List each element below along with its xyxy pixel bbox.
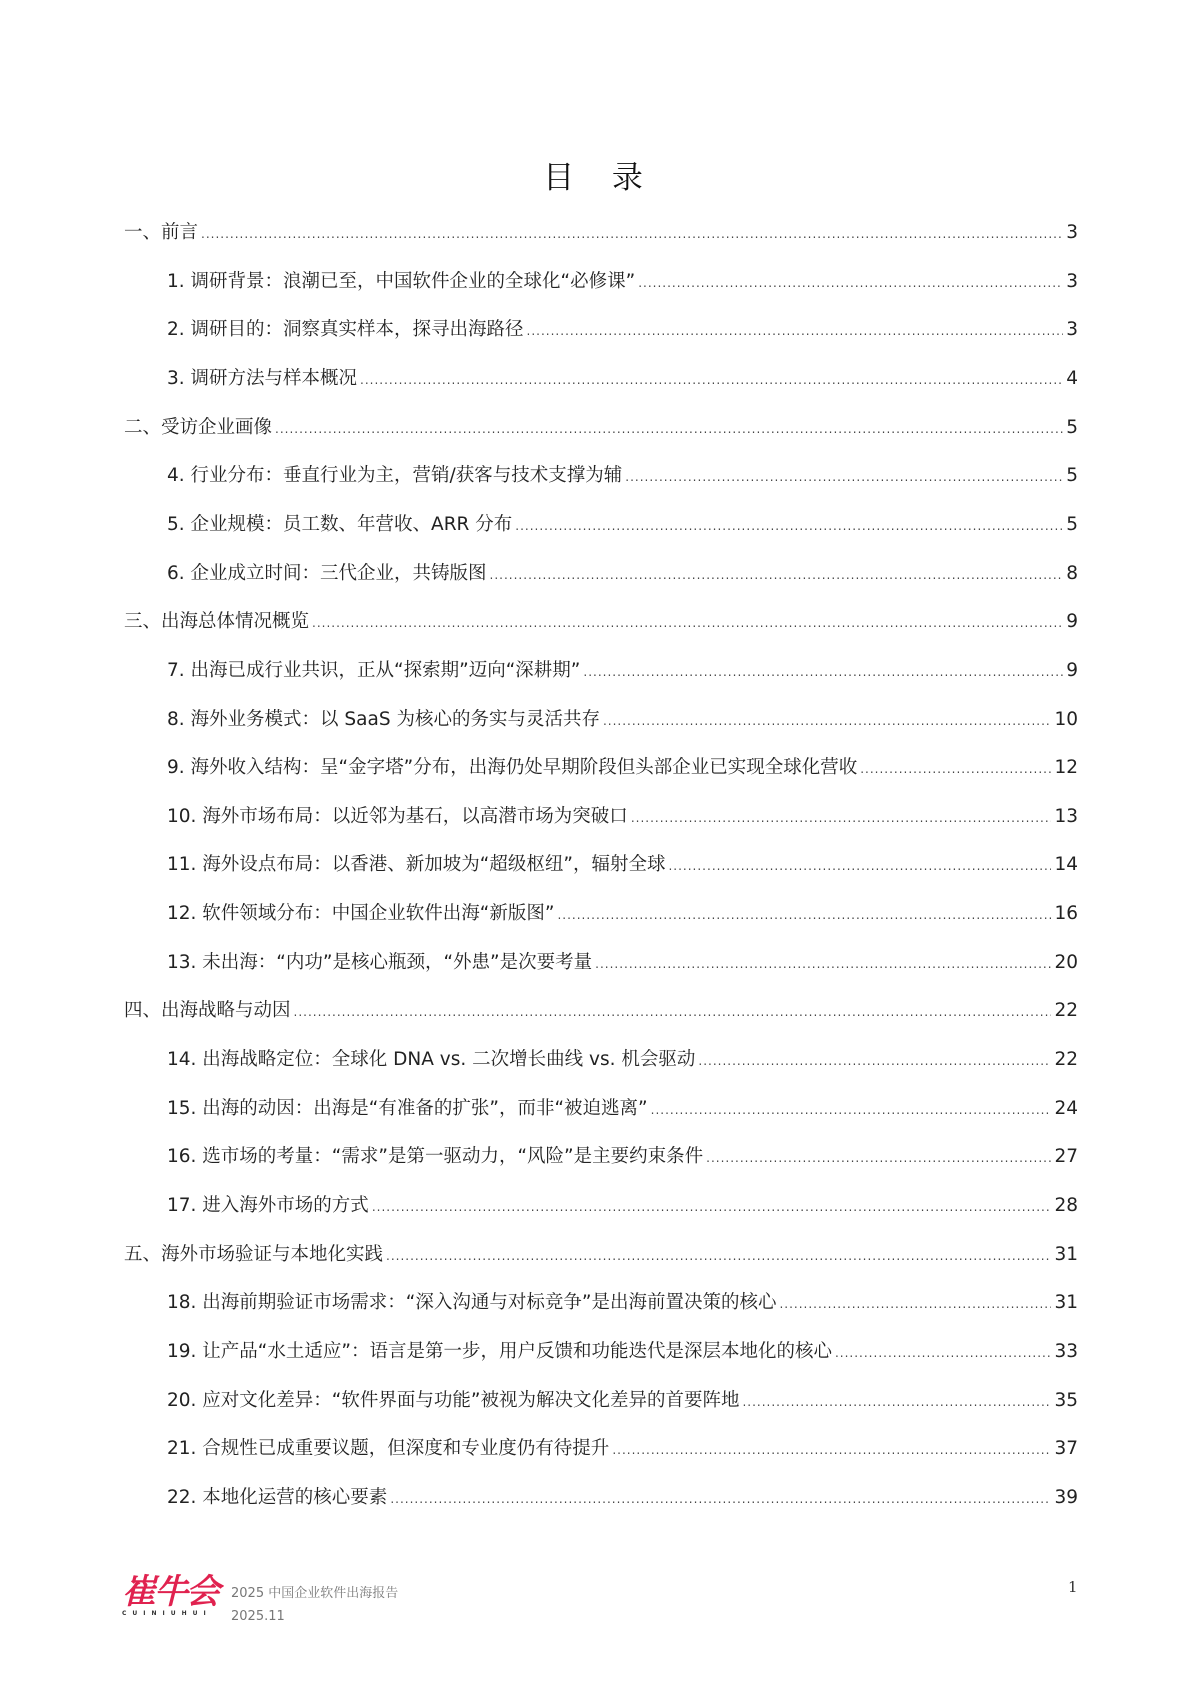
- entry-page-number: 35: [1054, 1389, 1078, 1411]
- toc-subsection-entry[interactable]: [167, 656, 1078, 686]
- entry-page-number: 4: [1066, 367, 1078, 389]
- entry-label: 4. 行业分布：垂直行业为主，营销/获客与技术支撑为辅: [167, 465, 623, 487]
- entry-page-number: 5: [1066, 416, 1078, 438]
- entry-page-number: 9: [1066, 611, 1078, 633]
- toc-subsection-entry[interactable]: [167, 948, 1078, 978]
- dot-leader: [603, 714, 1051, 728]
- toc-section-entry[interactable]: [124, 413, 1078, 443]
- entry-label: 12. 软件领域分布：中国企业软件出海“新版图”: [167, 903, 555, 925]
- entry-label: 14. 出海战略定位：全球化 DNA vs. 二次增长曲线 vs. 机会驱动: [167, 1049, 696, 1071]
- toc-subsection-entry[interactable]: [167, 1191, 1078, 1221]
- entry-page-number: 37: [1054, 1438, 1078, 1460]
- entry-label: 11. 海外设点布局：以香港、新加坡为“超级枢纽”，辐射全球: [167, 854, 666, 876]
- entry-label: 15. 出海的动因：出海是“有准备的扩张”，而非“被迫逃离”: [167, 1097, 648, 1119]
- dot-leader: [312, 616, 1063, 630]
- entry-page-number: 10: [1054, 708, 1078, 730]
- toc-subsection-entry[interactable]: [167, 1288, 1078, 1318]
- entry-label: 2. 调研目的：洞察真实样本，探寻出海路径: [167, 319, 524, 341]
- entry-page-number: 5: [1066, 513, 1078, 535]
- dot-leader: [294, 1005, 1052, 1019]
- dot-leader: [595, 957, 1051, 971]
- entry-label: 10. 海外市场布局：以近邻为基石，以高潜市场为突破口: [167, 805, 628, 827]
- dot-leader: [583, 665, 1063, 679]
- dot-leader: [860, 762, 1051, 776]
- toc-title: 目 录: [543, 160, 657, 196]
- toc-subsection-entry[interactable]: [167, 1094, 1078, 1124]
- entry-page-number: 24: [1054, 1097, 1078, 1119]
- entry-label: 19. 让产品“水土适应”：语言是第一步，用户反馈和功能迭代是深层本地化的核心: [167, 1340, 832, 1362]
- entry-page-number: 20: [1054, 951, 1078, 973]
- toc-section-entry[interactable]: [124, 996, 1078, 1026]
- dot-leader: [372, 1200, 1052, 1214]
- entry-label: 9. 海外收入结构：呈“金字塔”分布，出海仍处早期阶段但头部企业已实现全球化营收: [167, 757, 858, 779]
- entry-page-number: 31: [1054, 1243, 1078, 1265]
- dot-leader: [490, 568, 1064, 582]
- toc-subsection-entry[interactable]: [167, 1483, 1078, 1513]
- entry-label: 20. 应对文化差异：“软件界面与功能”被视为解决文化差异的首要阵地: [167, 1389, 740, 1411]
- logo-subtext: CUINIUHUI: [122, 1610, 212, 1617]
- entry-page-number: 14: [1054, 854, 1078, 876]
- dot-leader: [201, 227, 1063, 241]
- dot-leader: [275, 422, 1063, 436]
- entry-page-number: 3: [1066, 222, 1078, 243]
- entry-label: 3. 调研方法与样本概况: [167, 367, 358, 389]
- page-number: 1: [1068, 1578, 1078, 1596]
- toc-subsection-entry[interactable]: [167, 559, 1078, 589]
- dot-leader: [779, 1297, 1051, 1311]
- entry-page-number: 16: [1054, 903, 1078, 925]
- toc-subsection-entry[interactable]: [167, 1337, 1078, 1367]
- dot-leader: [742, 1395, 1051, 1409]
- toc-section-entry[interactable]: [124, 607, 1078, 637]
- entry-page-number: 27: [1054, 1146, 1078, 1168]
- dot-leader: [638, 276, 1063, 290]
- dot-leader: [631, 811, 1052, 825]
- logo-mark: 崔牛会: [122, 1572, 218, 1612]
- toc-subsection-entry[interactable]: [167, 1434, 1078, 1464]
- entry-label: 五、海外市场验证与本地化实践: [124, 1243, 384, 1265]
- entry-page-number: 28: [1054, 1195, 1078, 1216]
- dot-leader: [612, 1443, 1051, 1457]
- entry-page-number: 3: [1066, 270, 1078, 292]
- entry-page-number: 22: [1054, 1000, 1078, 1022]
- entry-page-number: 13: [1054, 805, 1078, 827]
- dot-leader: [386, 1249, 1051, 1263]
- entry-page-number: 31: [1054, 1292, 1078, 1314]
- entry-label: 5. 企业规模：员工数、年营收、ARR 分布: [167, 513, 513, 535]
- entry-label: 1. 调研背景：浪潮已至，中国软件企业的全球化“必修课”: [167, 270, 636, 292]
- footer-report-title: 2025 中国企业软件出海报告: [231, 1586, 399, 1601]
- entry-label: 7. 出海已成行业共识，正从“探索期”迈向“深耕期”: [167, 659, 581, 681]
- dot-leader: [360, 373, 1063, 387]
- entry-page-number: 12: [1054, 757, 1078, 779]
- dot-leader: [515, 519, 1063, 533]
- company-logo: [122, 1574, 218, 1624]
- entry-label: 21. 合规性已成重要议题，但深度和专业度仍有待提升: [167, 1438, 610, 1460]
- entry-page-number: 9: [1066, 659, 1078, 681]
- dot-leader: [698, 1054, 1051, 1068]
- entry-page-number: 39: [1054, 1486, 1078, 1508]
- toc-subsection-entry[interactable]: [167, 364, 1078, 394]
- toc-subsection-entry[interactable]: [167, 1142, 1078, 1172]
- toc-subsection-entry[interactable]: [167, 461, 1078, 491]
- toc-section-entry[interactable]: [124, 218, 1078, 248]
- entry-label: 一、前言: [124, 222, 199, 243]
- entry-page-number: 22: [1054, 1049, 1078, 1071]
- entry-label: 13. 未出海：“内功”是核心瓶颈，“外患”是次要考量: [167, 951, 593, 973]
- toc-subsection-entry[interactable]: [167, 267, 1078, 297]
- entry-page-number: 5: [1066, 465, 1078, 487]
- entry-label: 三、出海总体情况概览: [124, 611, 310, 633]
- toc-subsection-entry[interactable]: [167, 802, 1078, 832]
- entry-label: 16. 选市场的考量：“需求”是第一驱动力，“风险”是主要约束条件: [167, 1146, 704, 1168]
- entry-label: 二、受访企业画像: [124, 416, 273, 438]
- toc-subsection-entry[interactable]: [167, 1045, 1078, 1075]
- dot-leader: [557, 908, 1051, 922]
- dot-leader: [706, 1151, 1051, 1165]
- toc-subsection-entry[interactable]: [167, 899, 1078, 929]
- entry-label: 6. 企业成立时间：三代企业，共铸版图: [167, 562, 487, 584]
- toc-subsection-entry[interactable]: [167, 510, 1078, 540]
- toc-subsection-entry[interactable]: [167, 753, 1078, 783]
- toc-subsection-entry[interactable]: [167, 315, 1078, 345]
- footer-date: 2025.11: [231, 1609, 285, 1624]
- entry-label: 18. 出海前期验证市场需求：“深入沟通与对标竞争”是出海前置决策的核心: [167, 1292, 777, 1314]
- toc-subsection-entry[interactable]: [167, 1386, 1078, 1416]
- entry-label: 17. 进入海外市场的方式: [167, 1195, 369, 1216]
- entry-label: 四、出海战略与动因: [124, 1000, 291, 1022]
- dot-leader: [668, 859, 1051, 873]
- dot-leader: [651, 1103, 1052, 1117]
- dot-leader: [625, 470, 1063, 484]
- entry-label: 22. 本地化运营的核心要素: [167, 1486, 388, 1508]
- toc-subsection-entry[interactable]: [167, 850, 1078, 880]
- dot-leader: [835, 1346, 1051, 1360]
- dot-leader: [390, 1492, 1051, 1506]
- entry-page-number: 3: [1066, 319, 1078, 341]
- dot-leader: [527, 324, 1064, 338]
- entry-label: 8. 海外业务模式：以 SaaS 为核心的务实与灵活共存: [167, 708, 600, 730]
- toc-subsection-entry[interactable]: [167, 705, 1078, 735]
- entry-page-number: 8: [1066, 562, 1078, 584]
- toc-section-entry[interactable]: [124, 1240, 1078, 1270]
- entry-page-number: 33: [1054, 1340, 1078, 1362]
